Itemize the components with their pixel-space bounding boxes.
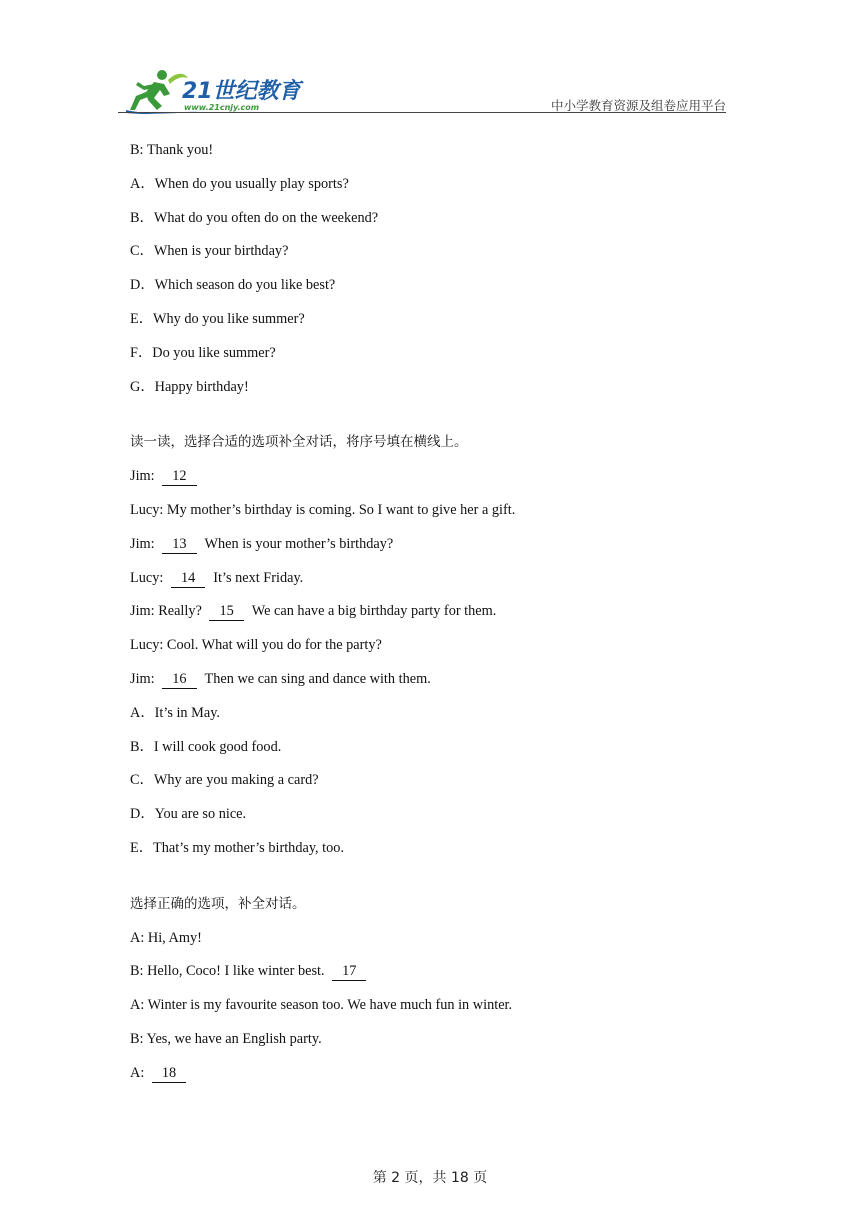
section-instruction: 读一读，选择合适的选项补全对话，将序号填在横线上。: [130, 434, 468, 451]
text-line: A．When do you usually play sports?: [130, 175, 349, 192]
dialogue-line-with-blank: [130, 466, 730, 486]
dialogue-line-with-blank: [130, 534, 730, 554]
logo-text: 21世纪教育: [182, 79, 301, 104]
dialogue-line-with-blank: [130, 961, 730, 981]
line-prefix: B: Hello, Coco! I like winter best.: [130, 963, 329, 980]
line-prefix: A:: [130, 1064, 148, 1081]
text-line: A: Winter is my favourite season too. We have much fun in winter.: [130, 997, 513, 1014]
section-gap: [130, 872, 730, 894]
text-line: D．Which season do you like best?: [130, 277, 336, 294]
line-prefix: Jim:: [130, 535, 159, 552]
page-header: [118, 62, 726, 122]
dialogue-line-with-blank: [130, 568, 730, 588]
header-platform-text: 中小学教育资源及组卷应用平台: [550, 98, 726, 113]
text-line: D．You are so nice.: [130, 806, 247, 823]
text-line: E．That’s my mother’s birthday, too.: [130, 839, 345, 856]
section-instruction: 选择正确的选项，补全对话。: [130, 895, 306, 912]
dialogue-line-with-blank: [130, 1063, 730, 1083]
text-line: A: Hi, Amy!: [130, 929, 202, 946]
line-prefix: Lucy:: [130, 569, 167, 586]
site-logo: [124, 66, 304, 116]
line-prefix: Jim: Really?: [130, 603, 206, 620]
line-prefix: Jim:: [130, 468, 159, 485]
text-line: B: Thank you!: [130, 142, 214, 158]
answer-blank: 12: [162, 468, 196, 486]
section-gap: [130, 410, 730, 432]
answer-blank: 13: [162, 536, 196, 554]
page-number: 第 2 页，共 18 页: [372, 1170, 488, 1186]
dialogue-line-with-blank: [130, 669, 730, 689]
header-divider: [118, 112, 726, 113]
text-line: E．Why do you like summer?: [130, 310, 305, 327]
line-suffix: Then we can sing and dance with them.: [204, 670, 431, 687]
text-line: C．Why are you making a card?: [130, 772, 319, 789]
answer-blank: 17: [332, 963, 366, 981]
logo-url: www.21cnjy.com: [184, 103, 260, 112]
text-line: A．It’s in May.: [130, 704, 221, 721]
text-line: B．What do you often do on the weekend?: [130, 209, 379, 226]
text-line: B．I will cook good food.: [130, 738, 282, 755]
line-suffix: When is your mother’s birthday?: [204, 535, 394, 552]
dialogue-line-with-blank: [130, 601, 730, 621]
answer-blank: 14: [171, 570, 205, 588]
text-line: Lucy: Cool. What will you do for the party?: [130, 637, 382, 654]
line-suffix: It’s next Friday.: [213, 569, 304, 586]
answer-blank: 15: [209, 603, 243, 621]
text-line: F．Do you like summer?: [130, 344, 276, 361]
answer-blank: 16: [162, 671, 196, 689]
text-line: B: Yes, we have an English party.: [130, 1030, 322, 1047]
line-prefix: Jim:: [130, 670, 159, 687]
text-line: Lucy: My mother’s birthday is coming. So I want to give her a gift.: [130, 501, 516, 518]
document-body: [130, 140, 730, 1097]
answer-blank: 18: [152, 1065, 186, 1083]
line-suffix: We can have a big birthday party for them.: [251, 603, 497, 620]
text-line: C．When is your birthday?: [130, 243, 289, 260]
text-line: G．Happy birthday!: [130, 378, 249, 395]
